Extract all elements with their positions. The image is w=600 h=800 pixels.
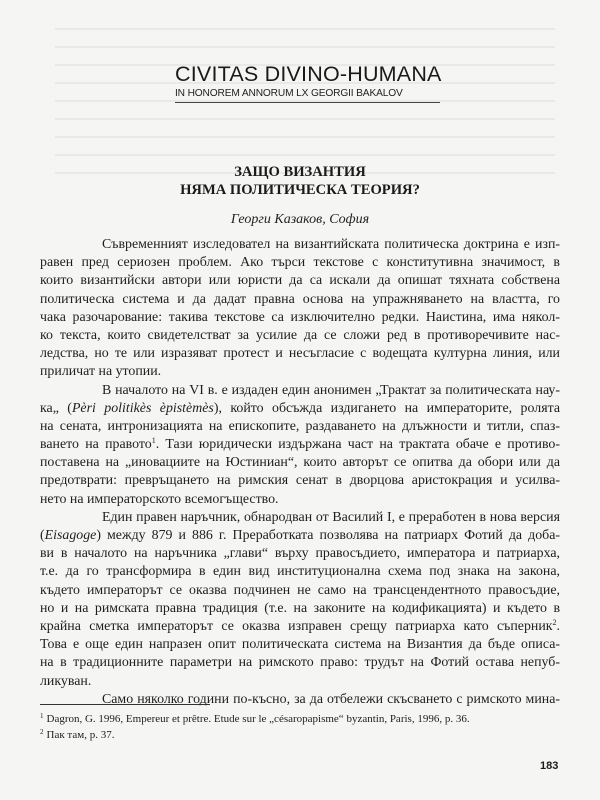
body-line	[40, 527, 560, 545]
body-text: ването на правото	[40, 437, 152, 453]
footnote-number: 1	[40, 712, 44, 720]
footnote-ref[interactable]: 2	[552, 617, 557, 627]
footnote-number: 2	[40, 728, 44, 736]
page-number: 183	[540, 760, 559, 772]
footnote-2	[40, 727, 560, 743]
body-line: предотврати: превръщането на римския сенат в дворцова аристокрация и усилва-	[40, 473, 560, 489]
body-line: на в традиционните параметри на римското право: трудът на Фотий остава непуб-	[40, 655, 560, 671]
body-text: ) между 879 и 886 г. Преработката позволява на патриарх Фотий да доба-	[96, 528, 560, 543]
body-text: (	[40, 528, 45, 543]
running-header	[175, 62, 440, 103]
body-text: ка„ (	[40, 400, 72, 416]
body-line: Един правен наръчник, обнародван от Василий I, е преработен в нова версия	[102, 509, 560, 525]
body-line: Съвременният изследовател на византийската политическа доктрина е изп-	[102, 237, 560, 252]
italic-term: Pèri politikès èpistèmès	[71, 400, 214, 416]
body-text: .	[556, 618, 560, 634]
article-body	[40, 236, 560, 709]
body-line: на сената, интронизацията на епископите, раздаването на длъжности и титли, спаз-	[40, 418, 560, 434]
body-line: ледства, но те или изразяват протест и несъгласие с водещата културна линия, или	[40, 346, 560, 362]
body-line: които византийски автори или юристи да са искали да опишат тяхната собствена	[40, 273, 560, 289]
body-line: приличат на утопии.	[40, 364, 162, 380]
body-line: ви в началото на наръчника „глави“ върху правосъдието, императора и патриарха,	[40, 546, 560, 562]
footnote-ref[interactable]: 1	[151, 436, 156, 446]
book-title: CIVITAS DIVINO-HUMANA	[175, 62, 442, 86]
article-title	[0, 163, 600, 199]
footnote-divider	[40, 704, 210, 705]
body-line: т.е. да го трансформира в един вид институционална схема под знака на закона,	[40, 564, 560, 580]
body-line: Това е още един напразен опит политическата система на Византия да бъде описа-	[40, 637, 560, 653]
body-line: ко текста, които свидетелстват за усилие да се сложи ред в противоречивите нас-	[40, 327, 560, 343]
body-text: . Тази юридически издържана част на трактата обаче е противо-	[155, 437, 560, 453]
body-text: крайна сметка императорът се оказва изправен срещу патриарха като съперник	[40, 618, 553, 634]
body-line: Само няколко години по-късно, за да отбележи скъсването с римското мина-	[102, 691, 560, 707]
body-line: където императорът се оказва подчинен не само на трансцендентното правосъдие,	[40, 582, 560, 598]
body-line: нето на императорското всемогъщество.	[40, 491, 279, 507]
body-line: чака разочарование: такива текстове са изключително редки. Наистина, има някол-	[40, 309, 560, 325]
article-title-line-1: ЗАЩО ВИЗАНТИЯ	[234, 164, 366, 180]
italic-term: Eisagoge	[44, 528, 97, 543]
body-line: политическа система и да дадат правна основа на упражняването на властта, го	[40, 291, 560, 307]
body-text: ), който обсъжда издигането на императорите, ролята	[213, 400, 560, 416]
body-line: В началото на VI в. е издаден един анонимен „Трактат за политическата нау-	[102, 382, 560, 398]
book-subtitle: IN HONOREM ANNORUM LX GEORGII BAKALOV	[175, 87, 440, 103]
body-line	[40, 400, 560, 418]
article-title-line-2: НЯМА ПОЛИТИЧЕСКА ТЕОРИЯ?	[180, 182, 420, 198]
footnote-text: Dagron, G. 1996, Empereur et prêtre. Etude sur le „césaropapisme“ byzantin, Paris, 1996, p. 36.	[46, 713, 470, 725]
body-line: но и на римската правна традиция (т.е. на законите на кодификацията) и където в	[40, 600, 560, 616]
body-line: ликуван.	[40, 673, 92, 689]
article-author: Георги Казаков, София	[230, 212, 370, 227]
body-line: поставена на „иновациите на Юстиниан“, които авторът се опитва да обори или да	[40, 455, 560, 471]
footnote-1	[40, 711, 560, 727]
body-line: равен пред сериозен проблем. Ако търси текстове с конститутивна значимост, в	[40, 255, 560, 271]
footnote-text: Пак там, p. 37.	[46, 729, 115, 741]
body-line	[40, 436, 560, 454]
footnotes	[40, 711, 560, 743]
body-line	[40, 618, 560, 636]
